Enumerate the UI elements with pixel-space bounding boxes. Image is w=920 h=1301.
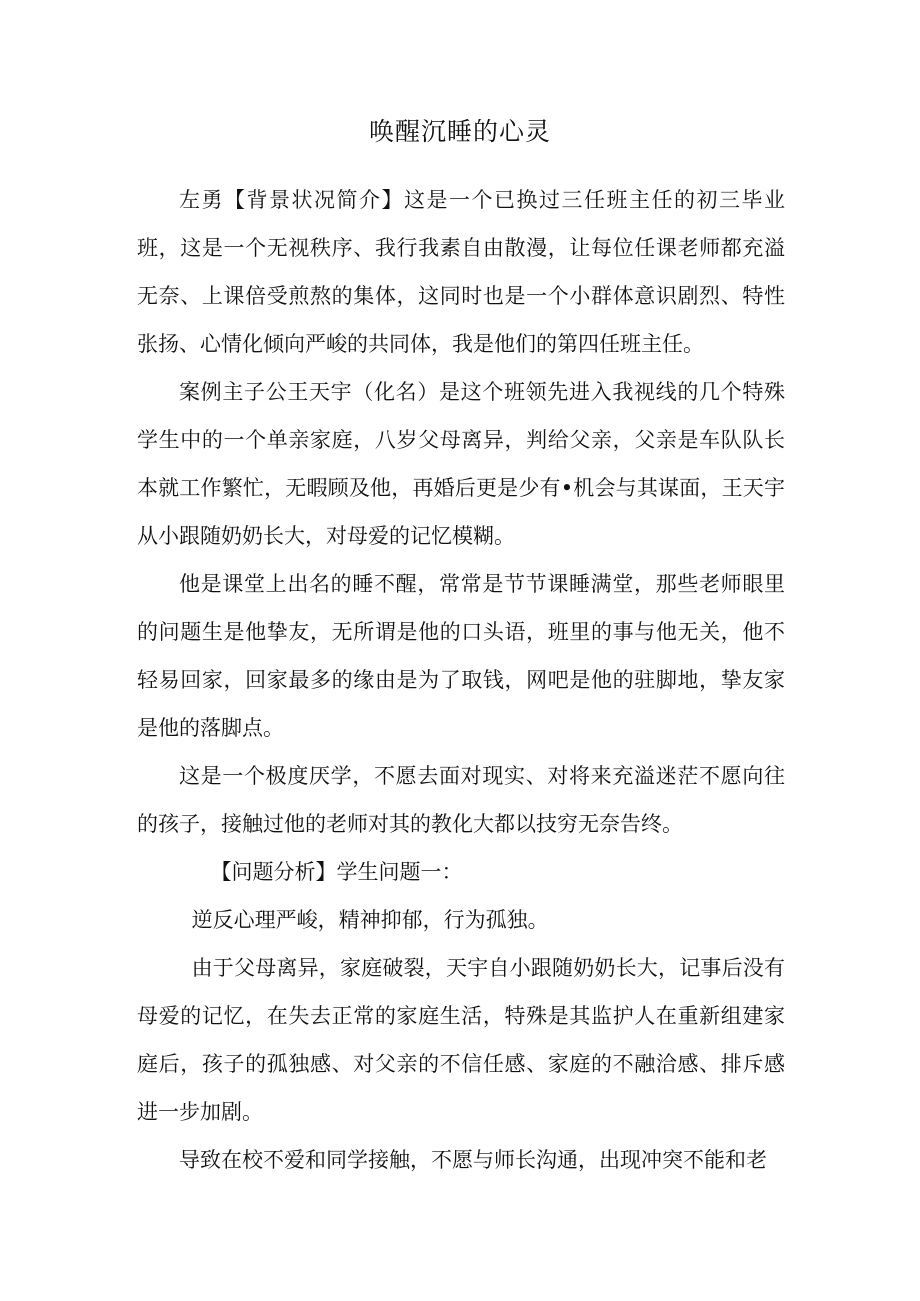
paragraph-case-subject: 案例主子公王天宇（化名）是这个班领先进入我视线的几个特殊学生中的一个单亲家庭，八岁父母离异，判给父亲，父亲是车队队长本就工作繁忙，无暇顾及他，再婚后更是少有•机会与其谋面，王天宇从小跟随奶奶长大，对母爱的记忆模糊。: [137, 380, 785, 548]
paragraph-attitude: 这是一个极度厌学，不愿去面对现实、对将来充溢迷茫不愿向往的孩子，接触过他的老师对其的教化大都以技穷无奈告终。: [137, 764, 785, 836]
document-body: [137, 176, 785, 1184]
paragraph-consequence: 导致在校不爱和同学接触，不愿与师长沟通，出现冲突不能和老: [179, 1148, 767, 1172]
section-heading-problem-analysis: 【问题分析】学生问题一：: [210, 860, 463, 884]
paragraph-background: 左勇【背景状况简介】这是一个已换过三任班主任的初三毕业班，这是一个无视秩序、我行我素自由散漫，让每位任课老师都充溢无奈、上课倍受煎熬的集体，这同时也是一个小群体意识剧烈、特性张扬、心情化倾向严峻的共同体，我是他们的第四任班主任。: [137, 188, 785, 356]
paragraph-family-cause: 由于父母离异，家庭破裂，天宇自小跟随奶奶长大，记事后没有母爱的记忆，在失去正常的家庭生活，特殊是其监护人在重新组建家庭后，孩子的孤独感、对父亲的不信任感、家庭的不融洽感、排斥感进一步加剧。: [137, 956, 785, 1124]
paragraph-behavior: 他是课堂上出名的睡不醒，常常是节节课睡满堂，那些老师眼里的问题生是他挚友，无所谓是他的口头语，班里的事与他无关，他不轻易回家，回家最多的缘由是为了取钱，网吧是他的驻脚地，挚友家是他的落脚点。: [137, 572, 785, 740]
paragraph-problem-one: 逆反心理严峻，精神抑郁，行为孤独。: [191, 908, 549, 932]
document-title: 唤醒沉睡的心灵: [368, 117, 551, 146]
